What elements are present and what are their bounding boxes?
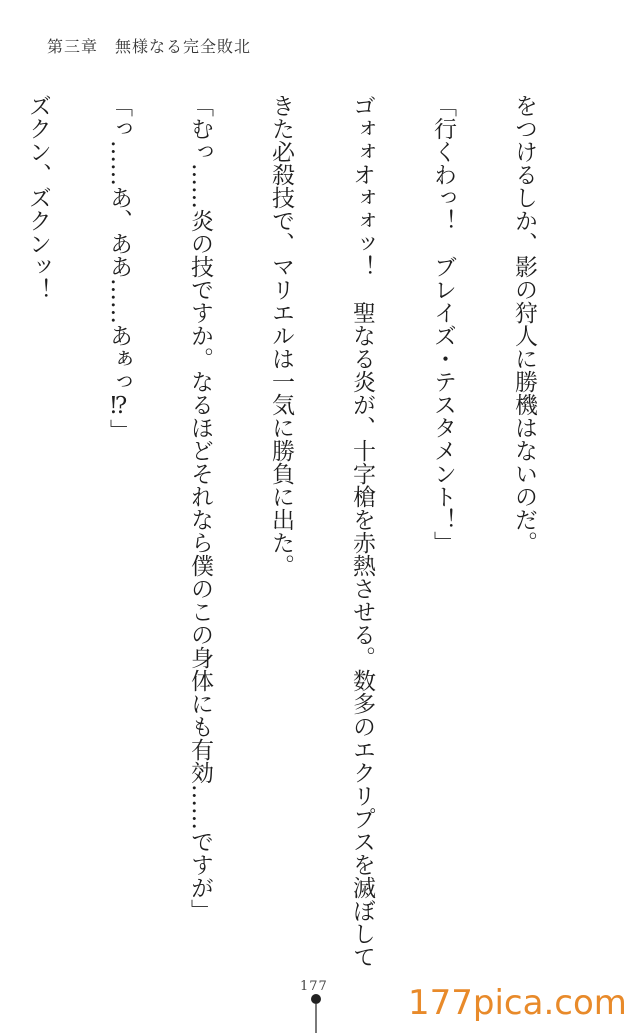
text-line: をつけるしか、影の狩人に勝機はないのだ。 [511,94,537,554]
text-line: ゴォォオォォッ！ 聖なる炎が、十字槍を赤熱させる。数多のエクリプスを滅ぼして [349,94,375,968]
text-line: 「っ……あ、ああ……あぁっ⁉」 [106,94,132,442]
text-line: ズクン、ズクンッ！ [25,94,51,301]
chapter-header: 第三章 無様なる完全敗北 [47,37,252,56]
site-watermark: 177pica.com [408,983,627,1023]
text-line: きた必殺技で、マリエルは一気に勝負に出た。 [268,94,294,577]
text-line: 「むっ……炎の技ですか。なるほどそれなら僕のこの身体にも有効……ですが」 [187,94,213,922]
page-number: 177 [300,979,328,994]
text-line: 「行くわっ！ ブレイズ・テスタメント！」 [430,94,456,554]
page-ornament-icon [306,993,326,1033]
vertical-body-text [25,94,591,968]
